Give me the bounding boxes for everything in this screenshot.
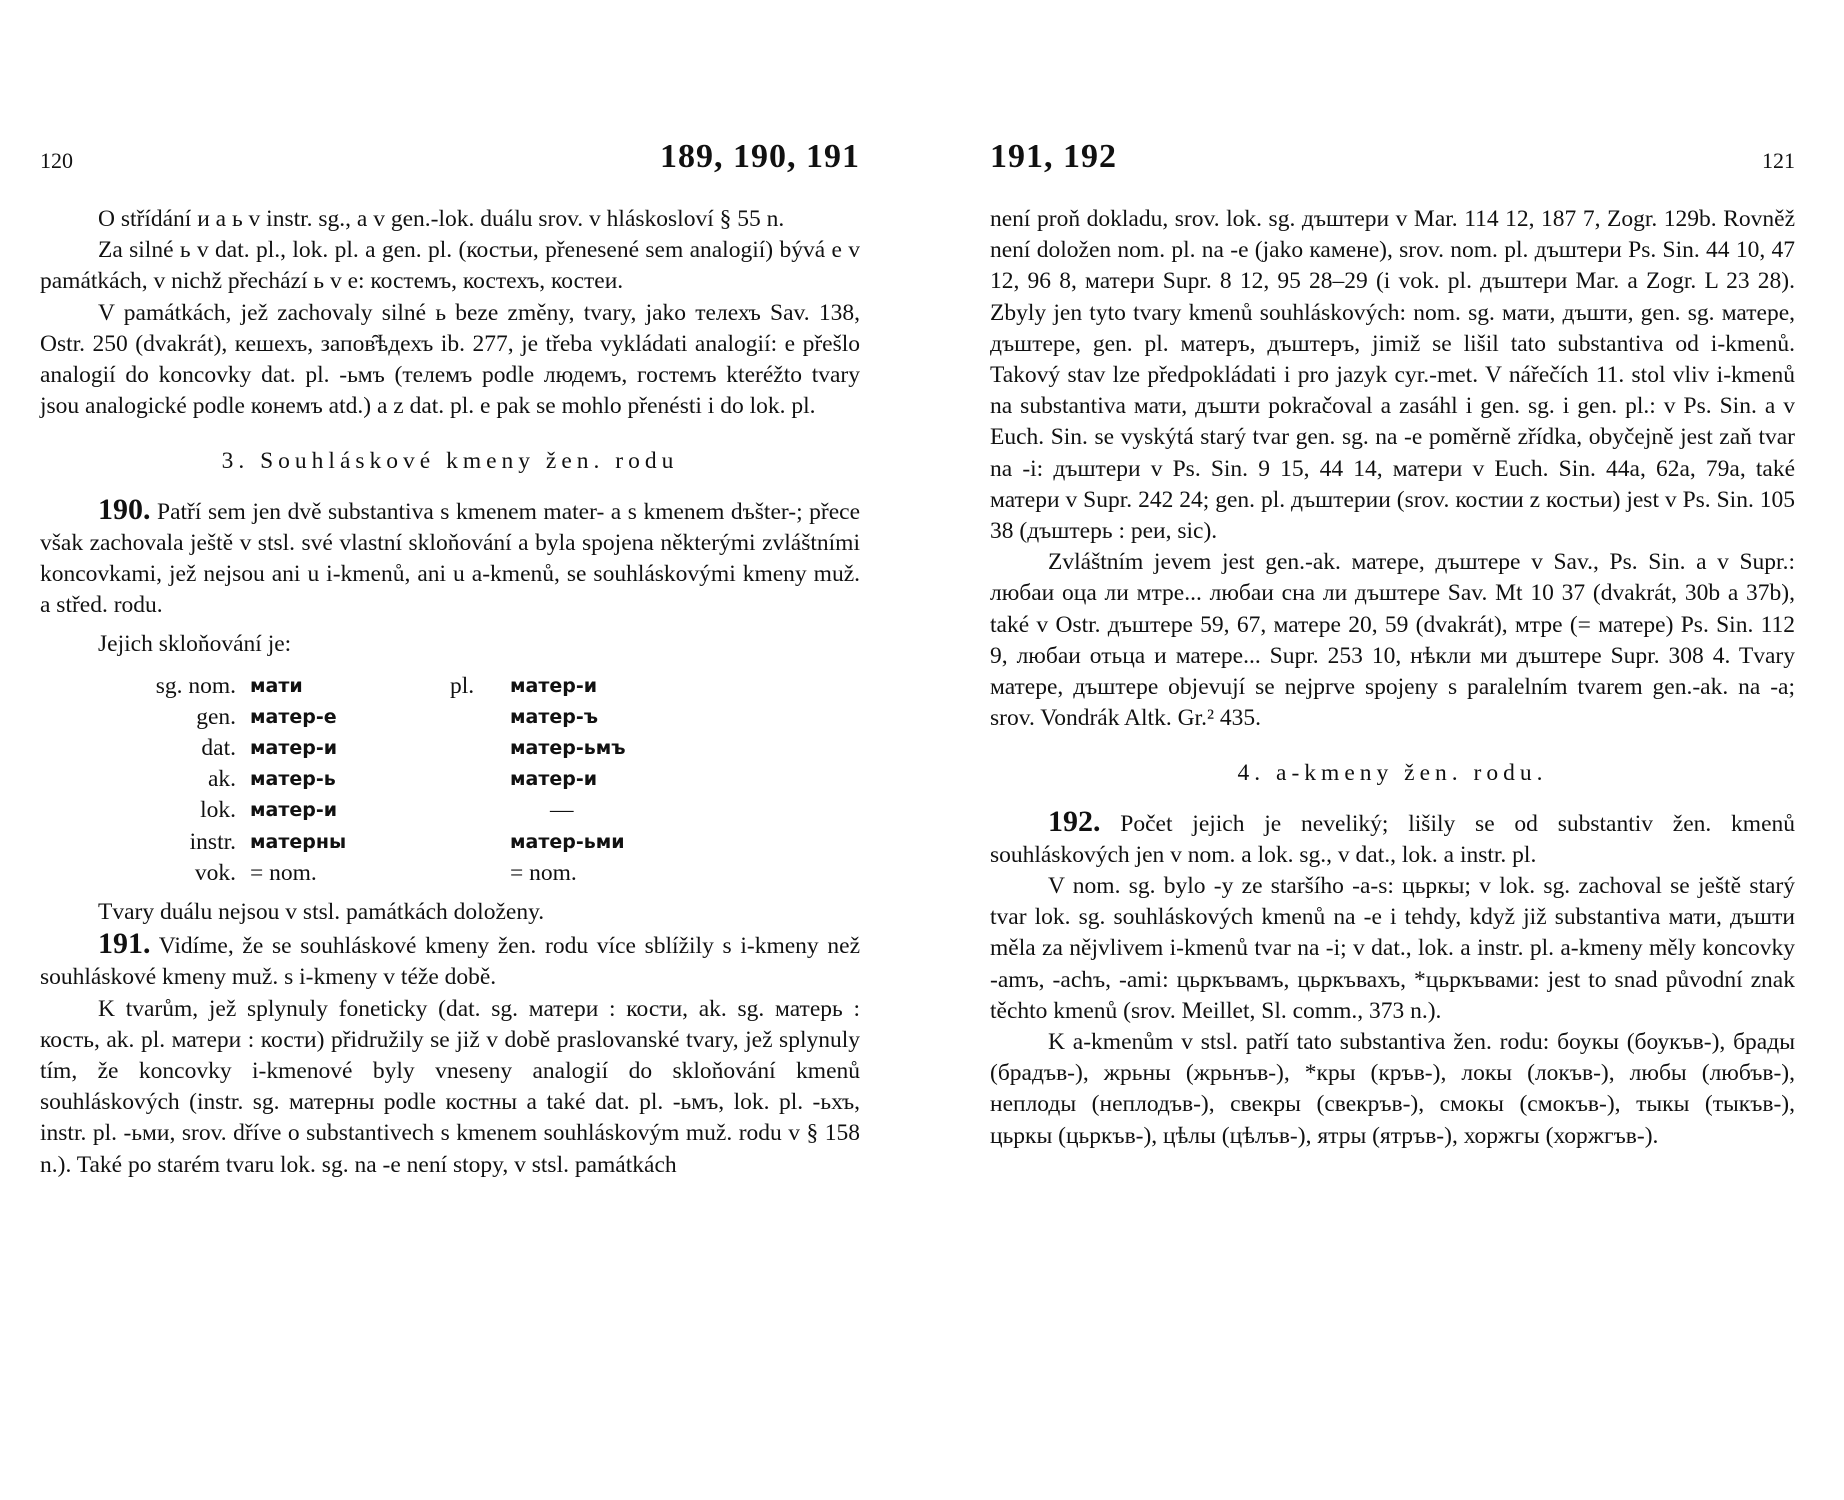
singular-form: матер-ь [250,768,336,791]
table-row [86,764,860,795]
plural-form: матер-и [510,768,598,791]
case-label: instr. [189,828,236,855]
table-row [86,858,860,889]
paragraph-number: 192. [1048,804,1101,838]
singular-form: = nom. [250,859,317,886]
singular-form: матерны [250,830,347,853]
table-row [86,702,860,733]
section-heading: 3. Souhláskové kmeny žen. rodu [221,448,679,475]
left-page-header [40,138,860,178]
singular-form: матер-и [250,737,338,760]
declension-table [86,671,860,889]
plural-form: = nom. [510,859,577,886]
case-label: dat. [201,735,236,762]
plural-form: матер-ьми [510,830,625,853]
plural-label: pl. [450,672,475,699]
plural-form: матер-ъ [510,705,599,728]
plural-form: — [550,797,574,824]
case-label: gen. [196,703,236,730]
case-label: lok. [200,797,236,824]
table-row [86,795,860,826]
case-label: ak. [207,766,236,793]
paragraph-text: Počet jejich je neveliký; lišily se od substantiv žen. kmenů souhláskových jen v nom. a lok. sg., v dat., lok. a instr. pl. [990,810,1796,868]
plural-form: матер-ьмъ [510,737,626,760]
paragraph: O střídání и a ь v instr. sg., a v gen.-lok. duálu srov. v hláskosloví § 55 n. [98,206,785,232]
paragraph-190 [40,494,860,622]
section-header: 189, 190, 191 [660,138,860,175]
paragraph: Za silné ь v dat. pl., lok. pl. a gen. pl. (костьи, přenesené sem analogií) bývá e v památkách, v nichž přechází ь v e: костемъ, костехъ, костеи. [40,237,860,295]
paragraph: K tvarům, jež splynuly foneticky (dat. sg. матери : кости, ak. sg. матерь : кость, ak. pl. матери : кости) přidružily se již v době praslovanské tvary, jež splynuly tím, že koncovky i-kmenové byly vneseny analogií do skloňování kmenů souhláskových (instr. sg. матерны podle костны a také dat. pl. -ьмъ, lok. pl. -ьхъ, instr. pl. -ьми, srov. dříve o substantivech s kmenem souhláskovým muž. rodu v § 158 n.). Také po starém tvaru lok. sg. na -e není stopy, v stsl. památkách [40,995,860,1178]
singular-form: мати [250,674,303,697]
paragraph: Zvláštním jevem jest gen.-ak. матере, дъштере v Sav., Ps. Sin. a v Supr.: любаи оца ли мтре... любаи сна ли дъштере Sav. Mt 10 37 (dvakrát, 30b a 37b), také v Ostr. дъштере 59, 67, матере 20, 59 (dvakrát), мтре (= матере) Ps. Sin. 112 9, любаи отьца и матере... Supr. 253 10, нѣкли ми дъштере Supr. 308 4. Tvary матере, дъштере objevují se nejprve spojeny s paralelním tvarem gen.-ak. na -a; srov. Vondrák Altk. Gr.² 435. [990,549,1795,732]
paragraph-number: 191. [98,927,151,961]
page-number: 120 [40,148,73,173]
case-label: vok. [194,859,236,886]
paragraph: V nom. sg. bylo -y ze staršího -a-s: цьркы; v lok. sg. zachoval se ještě starý tvar lok. sg. souhláskových kmenů na -e i tehdy, když již substantiva мати, дъшти měla za nějvlivem i-kmenů tvar na -i; v dat., lok. a instr. pl. a-kmeny měly koncovky -amъ, -achъ, -ami: цьркъвамъ, цьркъвахъ, *цьркъвами: jest to snad původní znak těchto kmenů (srov. Meillet, Sl. comm., 373 n.). [990,873,1795,1024]
paragraph: K a-kmenům v stsl. patří tato substantiva žen. rodu: боукы (боукъв-), брады (брадъв-), жрьны (жрьнъв-), *кры (кръв-), локы (локъв-), любы (любъв-), неплоды (неплодъв-), свекры (свекръв-), смокы (смокъв-), тыкы (тыкъв-), цьркы (цьркъв-), цѣлы (цѣлъв-), ятры (ятръв-), хоржгы (хоржгъв-). [990,1029,1795,1149]
table-row [86,671,860,702]
paragraph: není proň dokladu, srov. lok. sg. дъштери v Mar. 114 12, 187 7, Zogr. 129b. Rovněž není doložen nom. pl. na -e (jako камене), srov. nom. pl. дъштери Ps. Sin. 44 10, 47 12, 96 8, матери Supr. 8 12, 95 28–29 (i vok. pl. дъштери Mar. a Zogr. L 23 28). Zbyly jen tyto tvary kmenů souhláskových: nom. sg. мати, дъшти, gen. sg. матере, дъштере, gen. pl. матеръ, дъштеръ, jimiž se lišil tato substantiva od i-kmenů. Takový stav lze předpokládati i pro jazyk cyr.-met. V nářečích 11. stol vliv i-kmenů na substantiva мати, дъшти pokračoval a zasáhl i gen. sg. i gen. pl.: v Ps. Sin. a v Euch. Sin. se vyskýtá starý tvar gen. sg. na -e poměrně zřídka, obyčejně jest zaň tvar na -i: дъштери v Ps. Sin. 9 15, 44 14, матери v Euch. Sin. 44a, 62a, 79a, také матери v Supr. 242 24; gen. pl. дъштерии (srov. костии z костьи) jest v Ps. Sin. 105 38 (дъштерь : реи, sic). [990,206,1795,545]
section-header: 191, 192 [990,138,1117,175]
paragraph-text: Patří sem jen dvě substantiva s kmenem mater- a s kmenem dъšter-; přece však zachovala ještě v stsl. své vlastní skloňování a byla spojena některými zvláštními koncovkami, jež nejsou ani u i-kmenů, ani u a-kmenů, se souhláskovými kmeny muž. a střed. rodu. [40,498,861,619]
left-page-body [40,204,860,1181]
dual-note: Tvary duálu nejsou v stsl. památkách doloženy. [98,899,545,926]
right-page-header [990,138,1795,178]
plural-form: матер-и [510,674,598,697]
table-row [86,827,860,858]
paragraph-192 [990,806,1795,871]
paragraph-text: Vidíme, že se souhláskové kmeny žen. rodu více sblížily s i-kmeny než souhláskové kmeny muž. s i-kmeny v téže době. [40,933,860,991]
page-number: 121 [1762,148,1795,173]
singular-form: матер-е [250,705,337,728]
paragraph-191 [40,928,860,993]
right-page-body [990,204,1795,1152]
table-row [86,733,860,764]
right-page [990,0,1795,1500]
declension-intro: Jejich skloňování je: [98,631,292,658]
section-heading: 4. a-kmeny žen. rodu. [1237,760,1548,787]
paragraph: V památkách, jež zachovaly silné ь beze změny, tvary, jako телехъ Sav. 138, Ostr. 250 (dvakrát), кешехъ, запов̑ѣдехъ ib. 277, je třeba vykládati analogií: e přešlo analogií do koncovky dat. pl. -ьмъ (телемъ podle людемъ, гостемъ kteréžto tvary jsou analogické podle конемъ atd.) a z dat. pl. e pak se mohlo přenésti i do lok. pl. [40,299,860,420]
paragraph-number: 190. [98,492,151,526]
singular-form: матер-и [250,799,338,822]
left-page [40,0,860,1500]
case-label: sg. nom. [155,672,236,699]
